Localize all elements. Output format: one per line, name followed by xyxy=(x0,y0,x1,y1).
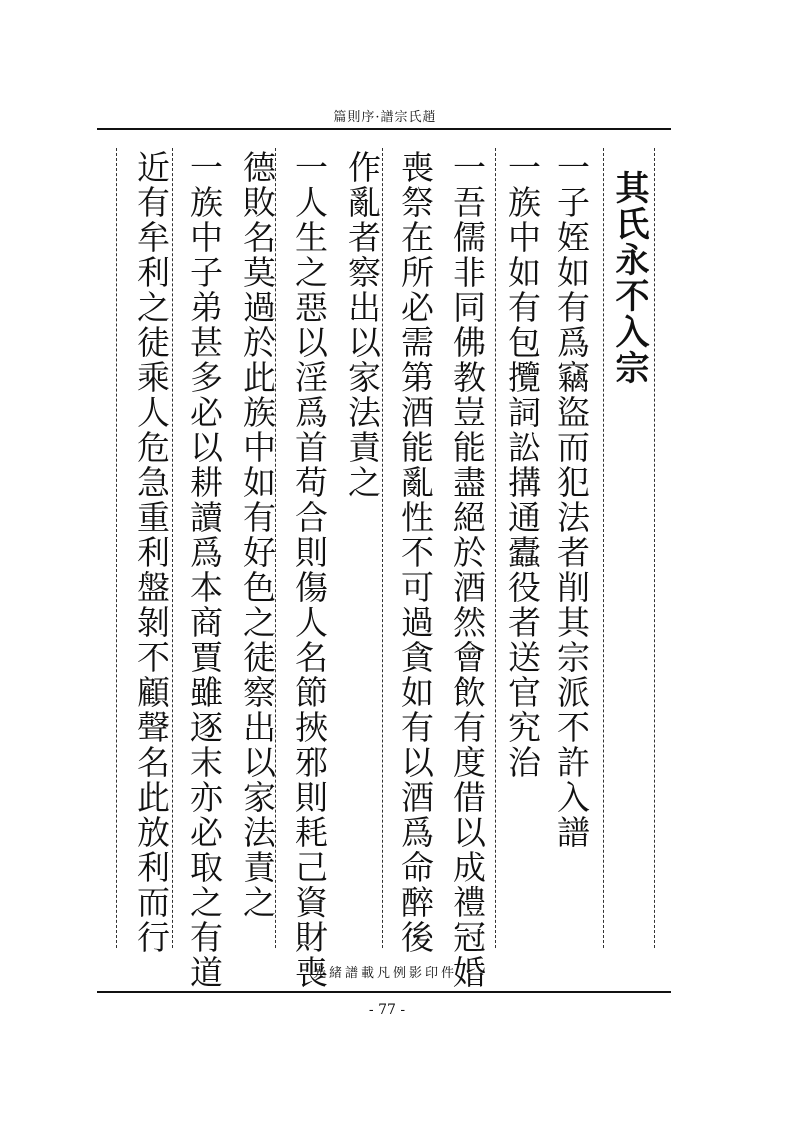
text-column: 德敗名莫過於此族中如有好色之徒察出以家法責之 xyxy=(238,150,277,920)
footer-rule xyxy=(97,991,671,993)
header-rule xyxy=(97,128,671,130)
text-column: 一人生之惡以淫爲首苟合則傷人名節挾邪則耗己資財喪 xyxy=(290,150,329,990)
text-column: 一族中子弟甚多必以耕讀爲本商賈雖逐末亦必取之有道 xyxy=(185,150,224,990)
text-column: 近有牟利之徒乘人危急重利盤剝不顧聲名此放利而行 xyxy=(132,150,171,955)
section-heading-column: 其氏永不入宗 xyxy=(609,170,649,386)
column-divider xyxy=(654,148,655,948)
page-number: - 77 - xyxy=(368,1002,406,1018)
image-caption: 光緒譜載凡例影印件 xyxy=(312,966,457,981)
column-divider xyxy=(495,148,496,948)
text-column: 作亂者察出以家法責之 xyxy=(343,150,382,500)
text-column: 一族中如有包攬詞訟搆通蠹役者送官究治 xyxy=(503,150,542,780)
column-divider xyxy=(116,148,117,948)
text-column: 一吾儒非同佛教豈能盡絕於酒然會飲有度借以成禮冠婚 xyxy=(448,150,487,990)
running-header: 篇則序·譜宗氏趙 xyxy=(333,110,437,125)
text-column: 一子姪如有爲竊盜而犯法者削其宗派不許入譜 xyxy=(552,150,591,850)
text-column: 喪祭在所必需第酒能亂性不可過貪如有以酒爲命醉後 xyxy=(396,150,435,955)
